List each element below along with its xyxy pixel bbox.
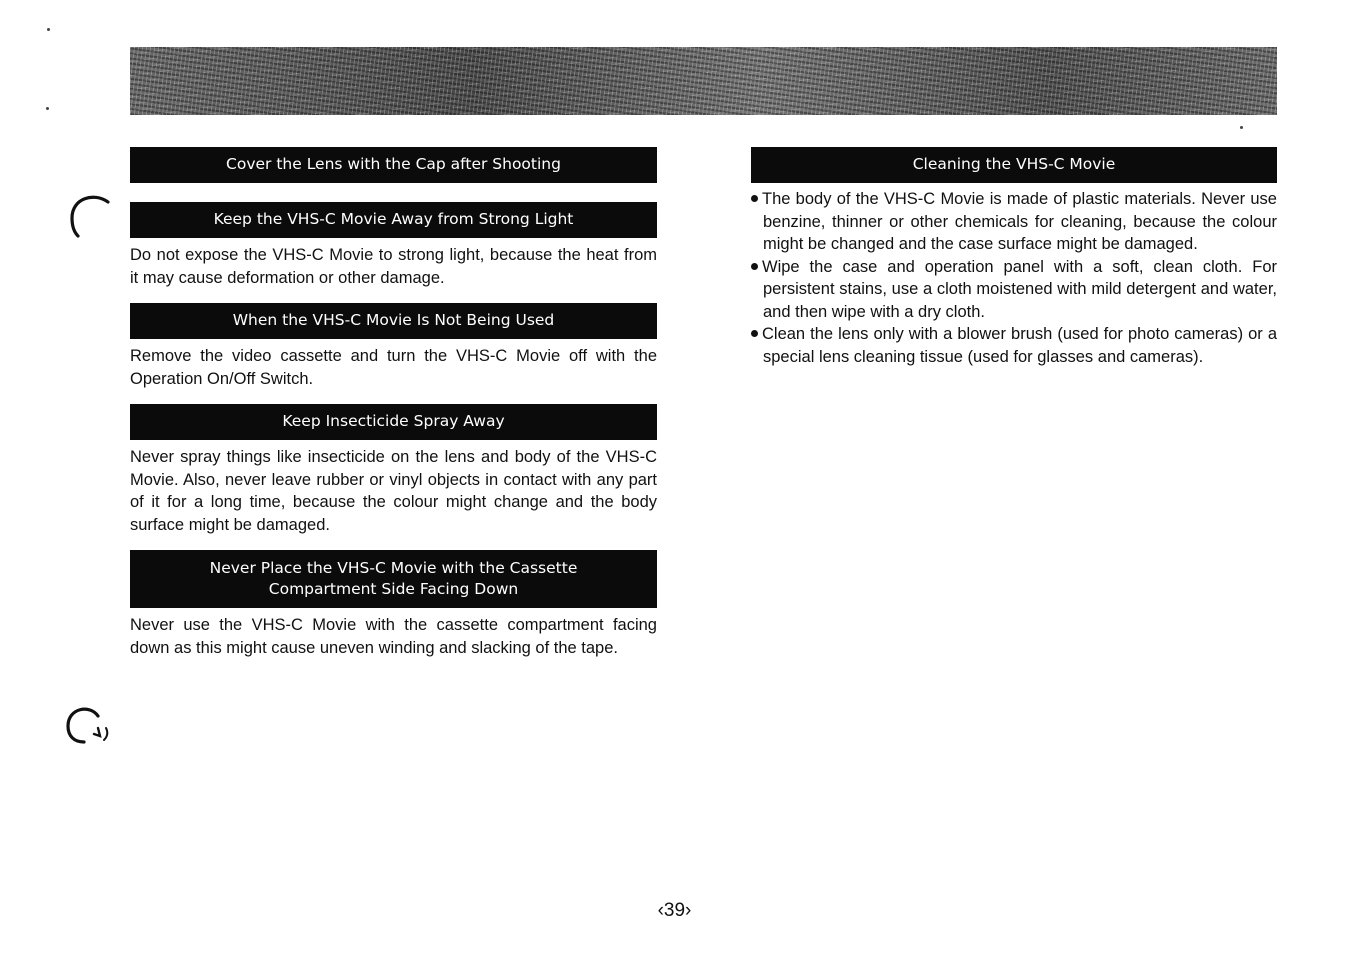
bullet-dot-icon xyxy=(751,330,758,337)
bullet-text: The body of the VHS-C Movie is made of plastic materials. Never use benzine, thinner or other chemicals for cleaning, because the colour might be changed and the case surface might be damaged. xyxy=(762,190,1277,253)
list-item xyxy=(751,188,1277,256)
bullet-dot-icon xyxy=(751,263,758,270)
section-header-cassette-side-line1: Never Place the VHS-C Movie with the Cassette xyxy=(209,559,578,577)
section-body-strong-light: Do not expose the VHS-C Movie to strong light, because the heat from it may cause deformation or other damage. xyxy=(130,246,657,287)
binder-hole-mark-top xyxy=(64,192,114,242)
section-header-cassette-side xyxy=(130,550,657,608)
section-body-insecticide: Never spray things like insecticide on the lens and body of the VHS-C Movie. Also, never leave rubber or vinyl objects in contact with any part of it for a long time, because the colour might change and the body surface might be damaged. xyxy=(130,448,657,534)
section-header-cleaning: Cleaning the VHS-C Movie xyxy=(751,147,1277,183)
cleaning-bullet-list xyxy=(751,188,1277,368)
list-item xyxy=(751,256,1277,324)
section-body-not-being-used: Remove the video cassette and turn the VHS-C Movie off with the Operation On/Off Switch. xyxy=(130,347,657,388)
bullet-text: Clean the lens only with a blower brush (used for photo cameras) or a special lens cleaning tissue (used for glasses and cameras). xyxy=(762,325,1277,366)
binder-hole-mark-bottom xyxy=(60,702,116,750)
scan-speck xyxy=(46,107,49,110)
bullet-text: Wipe the case and operation panel with a soft, clean cloth. For persistent stains, use a cloth moistened with mild detergent and water, and then wipe with a dry cloth. xyxy=(762,257,1277,321)
left-column xyxy=(130,147,657,659)
header-banner xyxy=(130,47,1277,115)
section-header-cover-lens: Cover the Lens with the Cap after Shooting xyxy=(130,147,657,183)
scan-speck xyxy=(47,28,50,31)
right-column xyxy=(751,147,1277,368)
section-body-cassette-side: Never use the VHS-C Movie with the cassette compartment facing down as this might cause uneven winding and slacking of the tape. xyxy=(130,616,657,657)
page-number: ‹39› xyxy=(657,900,692,921)
section-header-cassette-side-line2: Compartment Side Facing Down xyxy=(268,580,519,598)
section-header-insecticide: Keep Insecticide Spray Away xyxy=(130,404,657,440)
list-item xyxy=(751,323,1277,368)
scan-speck xyxy=(1240,126,1243,129)
section-header-not-being-used: When the VHS-C Movie Is Not Being Used xyxy=(130,303,657,339)
section-header-strong-light: Keep the VHS-C Movie Away from Strong Light xyxy=(130,202,657,238)
bullet-dot-icon xyxy=(751,195,758,202)
